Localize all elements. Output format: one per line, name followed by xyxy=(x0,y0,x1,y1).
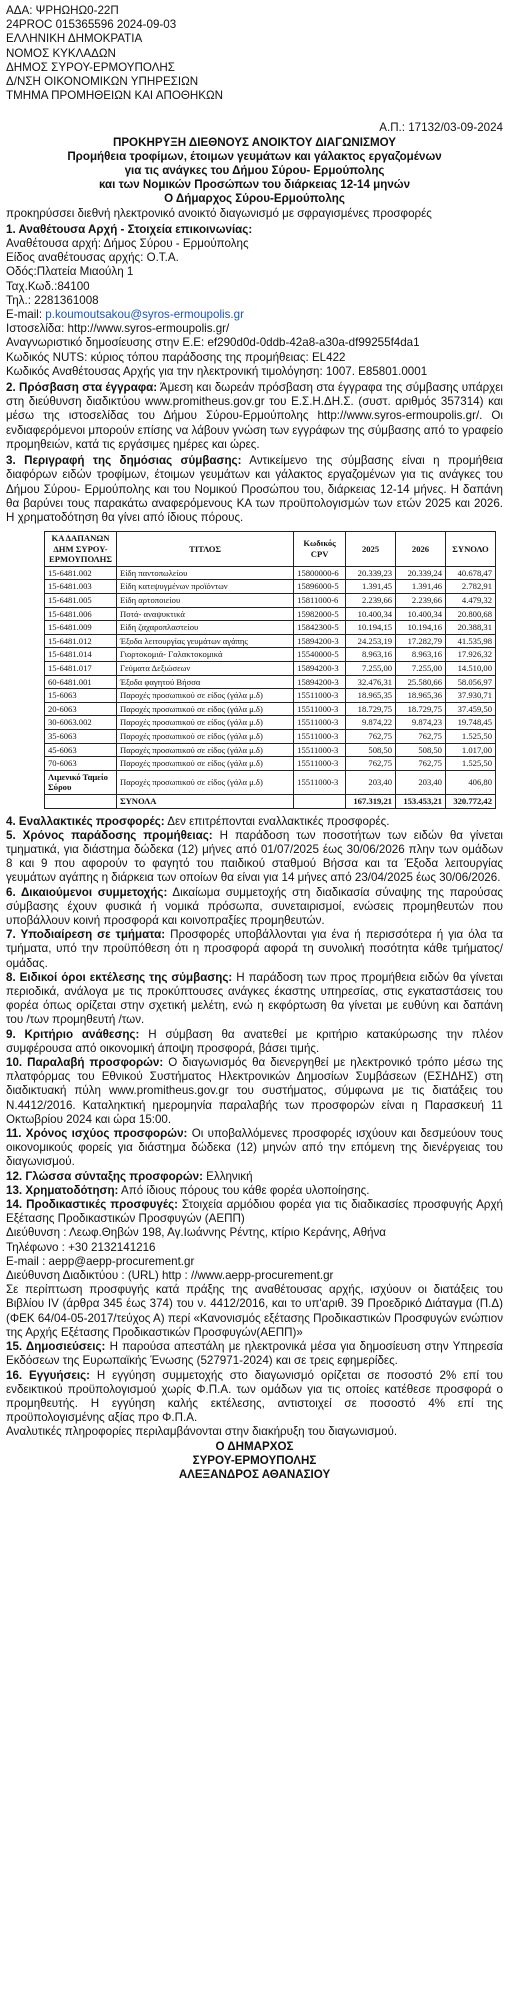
table-cell: 762,75 xyxy=(396,730,446,744)
table-cell: Είδη παντοπωλείου xyxy=(116,566,293,580)
table-cell: 20.800,68 xyxy=(445,607,495,621)
table-cell: 15982000-5 xyxy=(294,607,346,621)
protocol-number: Α.Π.: 17132/03-09-2024 xyxy=(379,121,503,135)
section-1-heading: 1. Αναθέτουσα Αρχή - Στοιχεία επικοινωνίας: xyxy=(6,222,253,236)
section-16 xyxy=(6,1369,503,1426)
table-cell: 19.748,45 xyxy=(445,716,495,730)
s13-text: Από ίδιους πόρους του κάθε φορέα υλοποίησης. xyxy=(118,1183,370,1197)
signature-municipality: ΣΥΡΟΥ-ΕΡΜΟΥΠΟΛΗΣ xyxy=(192,1453,317,1467)
table-cell: 508,50 xyxy=(346,743,396,757)
table-cell: Παροχές προσωπικού σε είδος (γάλα μ.δ) xyxy=(116,702,293,716)
directorate-line: Δ/ΝΣΗ ΟΙΚΟΝΟΜΙΚΩΝ ΥΠΗΡΕΣΙΩΝ xyxy=(6,75,199,89)
section-12 xyxy=(6,1170,503,1184)
signature-name: ΑΛΕΞΑΝΔΡΟΣ ΑΘΑΝΑΣΙΟΥ xyxy=(178,1467,331,1481)
table-cell: 10.194,15 xyxy=(346,621,396,635)
table-cell: 8.963,16 xyxy=(346,648,396,662)
republic-line: ΕΛΛΗΝΙΚΗ ΔΗΜΟΚΡΑΤΙΑ xyxy=(6,32,143,46)
table-cell: 37.930,71 xyxy=(445,689,495,703)
table-cell: 1.525,50 xyxy=(445,730,495,744)
s1-publication-id: Αναγνωριστικό δημοσίευσης στην Ε.Ε: ef290d0d-0ddb-42a8-a30a-df99255f4da1 xyxy=(6,336,420,350)
table-cell: 15894200-3 xyxy=(294,662,346,676)
section-5-heading: 5. Χρόνος παράδοσης προμήθειας: xyxy=(6,828,213,842)
table-cell: 1.391,45 xyxy=(346,580,396,594)
table-cell: Έξοδα λειτουργίας γευμάτων αγάπης xyxy=(116,634,293,648)
table-cell: 15-6481.002 xyxy=(45,566,117,580)
s1-invoice-code: Κωδικός Αναθέτουσας Αρχής για την ηλεκτρονική τιμολόγηση: 1007. E85801.0001 xyxy=(6,364,428,378)
s14-intro xyxy=(6,1198,503,1226)
section-9-heading: 9. Κριτήριο ανάθεσης: xyxy=(6,1027,140,1041)
table-row xyxy=(45,770,496,794)
table-row xyxy=(45,607,496,621)
title-line-4: Ο Δήμαρχος Σύρου-Ερμούπολης xyxy=(164,192,345,206)
table-cell: 15511000-3 xyxy=(294,716,346,730)
s14-address: Διεύθυνση : Λεωφ.Θηβών 198, Αγ.Ιωάννης Ρέντης, κτίριο Κεράνης, Αθήνα xyxy=(6,1226,386,1240)
section-5 xyxy=(6,829,503,886)
proc-line: 24PROC 015365596 2024-09-03 xyxy=(6,18,177,32)
section-10-heading: 10. Παραλαβή προσφορών: xyxy=(6,1056,164,1070)
table-row xyxy=(45,662,496,676)
s3-text: Αντικείμενο της σύμβασης είναι η προμήθεια διαφόρων ειδών τροφίμων, έτοιμων γευμάτων και γάλακτος εργαζομένων για τις ανάγκες του Δήμου Σύρου- Ερμούπολης και του Νομικού Προσώπου του, διάρκειας 12-14 μήνες. Η δαπάνη θα βαρύνει τους παρακάτω αναφερόμενους ΚΑ των προϋπολογισμών των ετών 2025 και 2026. Η χρηματοδότηση θα γίνει από ίδιους πόρους. xyxy=(6,454,503,524)
s14-email: E-mail : aepp@aepp-procurement.gr xyxy=(6,1254,195,1268)
table-cell: 14.510,00 xyxy=(445,662,495,676)
table-cell: 762,75 xyxy=(346,757,396,771)
table-cell: 1.525,50 xyxy=(445,757,495,771)
table-cell: 58.056,97 xyxy=(445,675,495,689)
table-cell: 7.255,00 xyxy=(396,662,446,676)
table-cell: 18.965,35 xyxy=(346,689,396,703)
table-cell: 508,50 xyxy=(396,743,446,757)
signature-role: Ο ΔΗΜΑΡΧΟΣ xyxy=(215,1439,294,1453)
header-cell: 2025 xyxy=(346,532,396,567)
table-cell: 9.874,22 xyxy=(346,716,396,730)
section-14-heading: 14. Προδικαστικές προσφυγές: xyxy=(6,1198,178,1212)
title-line-1: Προμήθεια τροφίμων, έτοιμων γευμάτων και γάλακτος εργαζομένων xyxy=(67,149,442,163)
table-cell: 20.339,23 xyxy=(346,566,396,580)
table-cell: 30-6063.002 xyxy=(45,716,117,730)
table-cell: 17.282,79 xyxy=(396,634,446,648)
section-3 xyxy=(6,454,503,525)
notice-title xyxy=(6,136,503,207)
table-row xyxy=(45,621,496,635)
s1-nuts-code: Κωδικός NUTS: κύριος τόπου παράδοσης της προμήθειας: EL422 xyxy=(6,350,346,364)
table-cell: 15540000-5 xyxy=(294,648,346,662)
table-cell: 25.580,66 xyxy=(396,675,446,689)
table-row xyxy=(45,757,496,771)
table-cell: 15-6481.003 xyxy=(45,580,117,594)
table-cell: 15511000-3 xyxy=(294,730,346,744)
table-row xyxy=(45,716,496,730)
section-11 xyxy=(6,1127,503,1170)
table-cell: 15511000-3 xyxy=(294,689,346,703)
department-line: ΤΜΗΜΑ ΠΡΟΜΗΘΕΙΩΝ ΚΑΙ ΑΠΟΘΗΚΩΝ xyxy=(6,89,224,103)
table-cell: 15894200-3 xyxy=(294,675,346,689)
s2-text-3: . Οι ενδιαφερόμενοι μπορούν επίσης να λάβουν γνώση των εγγράφων της σύμβασης από το γραφείο προμηθειών, κατά τις εργάσιμες ημέρες και ώρες. xyxy=(6,409,504,451)
s1-line: Αναθέτουσα αρχή: Δήμος Σύρου - Ερμούπολης xyxy=(6,237,249,251)
s14-phone: Τηλέφωνο : +30 2132141216 xyxy=(6,1240,156,1254)
table-cell: 15-6481.006 xyxy=(45,607,117,621)
s1-line: Οδός:Πλατεία Μιαούλη 1 xyxy=(6,265,134,279)
table-row xyxy=(45,648,496,662)
s15-text: Η παρούσα απεστάλη με ηλεκτρονικά μέσα για δημοσίευση στην Υπηρεσία Εκδόσεων της Ευρωπαϊκής Ένωσης (527971-2024) και σε τρεις εφημερίδες. xyxy=(6,1340,504,1368)
table-cell: 24.253,19 xyxy=(346,634,396,648)
s1-web-row xyxy=(6,322,503,336)
intro-text: προκηρύσσει διεθνή ηλεκτρονικό ανοικτό διαγωνισμό με σφραγισμένες προσφορές xyxy=(6,206,432,220)
table-total-row xyxy=(45,794,496,808)
table-cell: 20.388,31 xyxy=(445,621,495,635)
s14-url-label: Διεύθυνση Διαδικτύου : (URL) xyxy=(6,1269,162,1283)
header-cell: ΚΑ ΔΑΠΑΝΩΝ ΔΗΜ ΣΥΡΟΥ-ΕΡΜΟΥΠΟΛΗΣ xyxy=(45,532,117,567)
header-cell: ΣΥΝΟΛΟ xyxy=(445,532,495,567)
table-cell: 15511000-3 xyxy=(294,702,346,716)
table-header-row xyxy=(45,532,496,567)
table-cell: 10.400,34 xyxy=(346,607,396,621)
section-13 xyxy=(6,1184,503,1198)
header-cell: ΤΙΤΛΟΣ xyxy=(116,532,293,567)
promitheus-link[interactable]: www.promitheus.gov.gr xyxy=(145,395,265,409)
table-cell: Είδη αρτοποιείου xyxy=(116,594,293,608)
s1-line: Ταχ.Κωδ.:84100 xyxy=(6,279,90,293)
table-cell: 15511000-3 xyxy=(294,743,346,757)
table-cell: 15-6481.012 xyxy=(45,634,117,648)
table-cell: 60-6481.001 xyxy=(45,675,117,689)
section-6 xyxy=(6,886,503,929)
table-cell: 2.239,66 xyxy=(346,594,396,608)
table-cell: 15-6481.005 xyxy=(45,594,117,608)
table-cell: 18.729,75 xyxy=(396,702,446,716)
table-total-cell xyxy=(294,794,346,808)
table-cell: 15-6481.009 xyxy=(45,621,117,635)
email-label: E-mail: xyxy=(6,308,46,322)
section-2-heading: 2. Πρόσβαση στα έγγραφα: xyxy=(6,381,158,395)
table-cell: 2.782,91 xyxy=(445,580,495,594)
title-line-2: για τις ανάγκες του Δήμου Σύρου- Ερμούπολης xyxy=(124,164,385,178)
s5-text: Η παράδοση των ποσοτήτων των ειδών θα γίνεται τμηματικά, για διάστημα δώδεκα (12) μήνες από 01/07/2025 έως 30/06/2026 πλην των ομάδων 8 και 9 που αφορούν το φαγητό του παιδικού σταθμού Βήσσα και τα Έξοδα λειτουργίας γευμάτων αγάπης η διάρκεια των οποίων θα είναι για 14 μήνες από 23/04/2025 έως 30/06/2026. xyxy=(6,828,503,885)
table-cell: 35-6063 xyxy=(45,730,117,744)
table-cell: Παροχές προσωπικού σε είδος (γάλα μ.δ) xyxy=(116,730,293,744)
table-cell: 10.400,34 xyxy=(396,607,446,621)
s2-text-1: Άμεση και δωρεάν πρόσβαση στα έγγραφα της σύμβασης υπάρχει στη διεύθυνση διαδικτύου xyxy=(6,381,503,409)
section-10 xyxy=(6,1056,503,1127)
table-cell: Είδη ζαχαροπλαστείου xyxy=(116,621,293,635)
table-cell: 15894200-3 xyxy=(294,634,346,648)
signature-block xyxy=(6,1440,503,1483)
table-cell: 15511000-3 xyxy=(294,770,346,794)
title-line-3: και των Νομικών Προσώπων του διάρκειας 12-14 μηνών xyxy=(98,178,411,192)
table-cell: Παροχές προσωπικού σε είδος (γάλα μ.δ) xyxy=(116,770,293,794)
municipality-link[interactable]: http://www.syros-ermoupolis.gr/ xyxy=(317,409,480,423)
section-9 xyxy=(6,1028,503,1056)
s12-text: Ελληνική xyxy=(202,1169,253,1183)
table-cell: 1.391,46 xyxy=(396,580,446,594)
s11-text: Οι υποβαλλόμενες προσφορές ισχύουν και δεσμεύουν τους οικονομικούς φορείς για διάστημα δώδεκα (12) μηνών από την επόμενη της διενέργειας του διαγωνισμού. xyxy=(6,1127,503,1169)
table-cell: Γεύματα Δεξιώσεων xyxy=(116,662,293,676)
table-cell: Παροχές προσωπικού σε είδος (γάλα μ.δ) xyxy=(116,689,293,703)
budget-table-body xyxy=(45,566,496,808)
table-cell: 4.479,32 xyxy=(445,594,495,608)
table-cell: 10.194,16 xyxy=(396,621,446,635)
table-cell: 70-6063 xyxy=(45,757,117,771)
table-row xyxy=(45,580,496,594)
table-cell: 7.255,00 xyxy=(346,662,396,676)
table-cell: 20.339,24 xyxy=(396,566,446,580)
header-cell: 2026 xyxy=(396,532,446,567)
s6-text: Δικαίωμα συμμετοχής στη διαδικασία σύναψης της παρούσας σύμβασης έχουν φυσικά ή νομικά πρόσωπα, συνεταιρισμοί, ενώσεις προμηθευτών που υποβάλλουν κοινή προσφορά και κοινοπραξίες προμηθευτών. xyxy=(6,885,503,927)
s1-email-row xyxy=(6,308,503,322)
table-cell: 2.239,66 xyxy=(396,594,446,608)
table-cell: 15-6481.014 xyxy=(45,648,117,662)
s4-text: Δεν επιτρέπονται εναλλακτικές προσφορές. xyxy=(164,814,390,828)
table-row xyxy=(45,675,496,689)
section-4-heading: 4. Εναλλακτικές προσφορές: xyxy=(6,814,165,828)
s1-line: Τηλ.: 2281361008 xyxy=(6,293,99,307)
table-cell: Λιμενικό Ταμείο Σύρου xyxy=(45,770,117,794)
s7-text: Προσφορές υποβάλλονται για ένα ή περισσότερα ή για όλα τα τμήματα, υπό την προϋπόθεση ότι η προσφορά αφορά τη συνολική ποσότητα κάθε τμήματος/ομάδας. xyxy=(6,928,503,970)
s10-text-2: του συστήματος, σύμφωνα με τις διατάξεις του Ν.4412/2016. Καταληκτική ημερομηνία παραλαβής των προσφορών είναι η Παρασκευή 11 Οκτωβρίου 2024 και ώρα 15:00. xyxy=(6,1084,503,1126)
table-cell: 15896000-5 xyxy=(294,580,346,594)
title-main: ΠΡΟΚΗΡΥΞΗ ΔΙΕΘΝΟΥΣ ΑΝΟΙΚΤΟΥ ΔΙΑΓΩΝΙΣΜΟΥ xyxy=(112,135,397,149)
website-link[interactable]: http://www.syros-ermoupolis.gr/ xyxy=(67,322,230,336)
issuer-header xyxy=(6,4,503,103)
table-cell: 15842300-5 xyxy=(294,621,346,635)
s16-text: Η εγγύηση συμμετοχής στο διαγωνισμό ορίζεται σε ποσοστό 2% επί του ενδεικτικού προϋπολογισμού χωρίς Φ.Π.Α. των ομάδων για τις οποίες κατέθεσε προσφορά ο προμηθευτής. Η εγγύηση καλής εκτέλεσης, αντιστοιχεί σε ποσοστό 4% επί της προϋπολογισμένης αξίας προ Φ.Π.Α. xyxy=(6,1368,503,1425)
table-cell: 37.459,50 xyxy=(445,702,495,716)
s14-url-row xyxy=(6,1269,503,1283)
section-11-heading: 11. Χρόνος ισχύος προσφορών: xyxy=(6,1127,188,1141)
table-row xyxy=(45,634,496,648)
table-cell: 406,80 xyxy=(445,770,495,794)
municipality-line: ΔΗΜΟΣ ΣΥΡΟΥ-ΕΡΜΟΥΠΟΛΗΣ xyxy=(6,60,175,74)
table-cell: 18.729,75 xyxy=(346,702,396,716)
section-15-heading: 15. Δημοσιεύσεις: xyxy=(6,1340,106,1354)
table-cell: Παροχές προσωπικού σε είδος (γάλα μ.δ) xyxy=(116,757,293,771)
table-cell: 45-6063 xyxy=(45,743,117,757)
section-4 xyxy=(6,815,503,829)
section-8 xyxy=(6,971,503,1028)
table-cell: 20-6063 xyxy=(45,702,117,716)
email-link[interactable]: p.koumoutsakou@syros-ermoupolis.gr xyxy=(45,308,244,322)
section-1 xyxy=(6,223,503,379)
table-row xyxy=(45,594,496,608)
section-2 xyxy=(6,381,503,452)
table-total-cell: 153.453,21 xyxy=(396,794,446,808)
table-total-cell: 320.772,42 xyxy=(445,794,495,808)
s2-text-2: του Ε.Σ.Η.ΔΗ.Σ. (συστ. αριθμός 357314) και μέσω της ιστοσελίδας του Δήμου Σύρου-Ερμούπολης xyxy=(6,395,504,423)
table-total-cell xyxy=(45,794,117,808)
table-cell: 32.476,31 xyxy=(346,675,396,689)
table-cell: 762,75 xyxy=(346,730,396,744)
ada-line: ΑΔΑ: ΨΡΗΩΗΩ0-22Π xyxy=(6,4,119,17)
s10-text-1: Ο διαγωνισμός θα διενεργηθεί με ηλεκτρονικό τρόπο μέσω της πλατφόρμας του Εθνικού Συστήματος Ηλεκτρονικών Δημοσίων Συμβάσεων (ΕΣΗΔΗΣ) στη διαδικτυακή πύλη xyxy=(6,1056,504,1098)
s9-text: Η σύμβαση θα ανατεθεί με κριτήριο κατακύρωσης την πλέον συμφέρουσα από οικονομική άποψη προσφορά, βάσει τιμής. xyxy=(6,1027,503,1055)
table-cell: 40.678,47 xyxy=(445,566,495,580)
table-cell: Έξοδα φαγητού Βήσσα xyxy=(116,675,293,689)
table-cell: 1.017,00 xyxy=(445,743,495,757)
table-row xyxy=(45,702,496,716)
table-cell: 15800000-6 xyxy=(294,566,346,580)
website-label: Ιστοσελίδα: xyxy=(6,322,68,336)
section-3-heading: 3. Περιγραφή της δημόσιας σύμβασης: xyxy=(6,454,242,468)
section-13-heading: 13. Χρηματοδότηση: xyxy=(6,1183,119,1197)
table-total-cell: 167.319,21 xyxy=(346,794,396,808)
section-8-heading: 8. Ειδικοί όροι εκτέλεσης της σύμβασης: xyxy=(6,970,233,984)
section-14 xyxy=(6,1198,503,1340)
table-row xyxy=(45,689,496,703)
table-cell: Γιορτοκομιά- Γαλακτοκομικά xyxy=(116,648,293,662)
table-cell: 762,75 xyxy=(396,757,446,771)
table-cell: 15-6481.017 xyxy=(45,662,117,676)
s1-line: Είδος αναθέτουσας αρχής: Ο.Τ.Α. xyxy=(6,251,179,265)
table-cell: 15511000-3 xyxy=(294,757,346,771)
table-cell: 8.963,16 xyxy=(396,648,446,662)
s14-text: Στοιχεία αρμόδιου φορέα για τις διαδικασίες προσφυγής Αρχή Εξέτασης Προδικαστικών Προσφυγών (ΑΕΠΠ) xyxy=(6,1198,503,1226)
section-12-heading: 12. Γλώσσα σύνταξης προσφορών: xyxy=(6,1169,203,1183)
aepp-link[interactable]: http : //www.aepp-procurement.gr xyxy=(161,1269,334,1283)
table-cell: Είδη κατεψυγμένων προϊόντων xyxy=(116,580,293,594)
section-6-heading: 6. Δικαιούμενοι συμμετοχής: xyxy=(6,885,168,899)
table-cell: 15-6063 xyxy=(45,689,117,703)
table-cell: 18.965,36 xyxy=(396,689,446,703)
table-cell: 15811000-6 xyxy=(294,594,346,608)
section-15 xyxy=(6,1340,503,1368)
table-row xyxy=(45,730,496,744)
table-row xyxy=(45,743,496,757)
section-16-heading: 16. Εγγυήσεις: xyxy=(6,1368,91,1382)
section-7 xyxy=(6,928,503,971)
table-cell: 203,40 xyxy=(346,770,396,794)
budget-table xyxy=(44,531,496,808)
table-cell: Παροχές προσωπικού σε είδος (γάλα μ.δ) xyxy=(116,743,293,757)
table-cell: 9.874,23 xyxy=(396,716,446,730)
table-cell: 203,40 xyxy=(396,770,446,794)
table-cell: 17.926,32 xyxy=(445,648,495,662)
section-7-heading: 7. Υποδιαίρεση σε τμήματα: xyxy=(6,928,166,942)
s8-text: Η παράδοση των προς προμήθεια ειδών θα γίνεται περιοδικά, ανάλογα με τις προκύπτουσες ανάγκες έκαστης υπηρεσίας, στις εγκαταστάσεις του φορέα όπως ορίζεται στην σχετική μελέτη, ενώ η εκφόρτωση θα γίνεται με ευθύνη και δαπάνη του /των προμηθευτή /των. xyxy=(6,970,503,1027)
header-cell: Κωδικός CPV xyxy=(294,532,346,567)
s14-legal-text: Σε περίπτωση προσφυγής κατά πράξης της αναθέτουσας αρχής, ισχύουν οι διατάξεις του Βιβλίου IV (άρθρα 345 έως 374) του ν. 4412/2016, και το υπ'αριθ. 39 Προεδρικό Διάταγμα (Π.Δ) (ΦΕΚ 64/04-05-2017/τεύχος Α) περί «Κανονισμός εξέτασης Προδικαστικών Προσφυγών ενώπιον της Αρχής Εξέτασης Προδικαστικών Προσφυγών(ΑΕΠΠ)» xyxy=(6,1283,503,1339)
table-cell: 41.535,98 xyxy=(445,634,495,648)
further-info: Αναλυτικές πληροφορίες περιλαμβάνονται στην διακήρυξη του διαγωνισμού. xyxy=(6,1425,398,1439)
prefecture-line: ΝΟΜΟΣ ΚΥΚΛΑΔΩΝ xyxy=(6,46,116,60)
promitheus-link[interactable]: www.promitheus.gov.gr xyxy=(109,1084,229,1098)
table-row xyxy=(45,566,496,580)
table-cell: Παροχές προσωπικού σε είδος (γάλα μ.δ) xyxy=(116,716,293,730)
table-cell: Ποτά- αναψυκτικά xyxy=(116,607,293,621)
table-total-cell: ΣΥΝΟΛΑ xyxy=(116,794,293,808)
